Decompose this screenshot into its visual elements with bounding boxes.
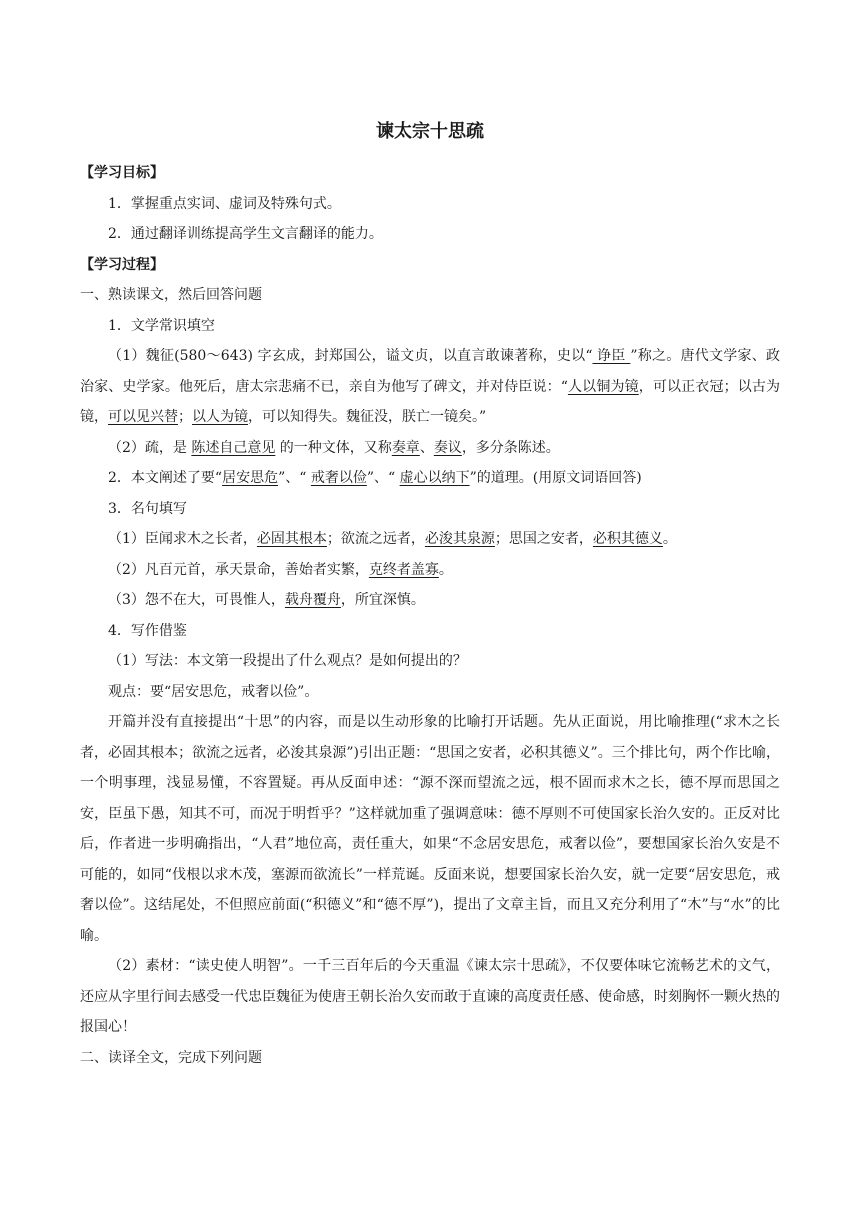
answer-blank: 奏章 bbox=[391, 439, 420, 456]
question-4-line-1: （1）写法：本文第一段提出了什么观点？是如何提出的？ bbox=[108, 653, 467, 669]
analysis-paragraph: 开篇并没有直接提出“十思”的内容，而是以生动形象的比喻打开话题。先从正面说，用比喻推理(“求木之长者，必固其根本；欲流之远者，必浚其泉源”)引出正题：“思国之安者，必积其德义”。三个排比句，两个作比喻，一个明事理，浅显易懂，不容置疑。再从反面申述：“源不深而望流之远，根不固而求木之长，德不厚而思国之安，臣虽下愚，知其不可，而况于明哲乎？”这样就加重了强调意味：德不厚则不可使国家长治久安的。正反对比后，作者进一步明确指出，“人君”地位高，责任重大，如果“不念居安思危，戒奢以俭”，要想国家长治久安是不可能的，如同“伐根以求木茂，塞源而欲流长”一样荒诞。反面来说，想要国家长治久安，就一定要“居安思危，戒奢以俭”。这结尾处，不但照应前面(“积德义”和“德不厚”)，提出了文章主旨，而且又充分利用了“木”与“水”的比喻。 bbox=[80, 714, 780, 944]
answer-blank: 陈述自己意见 bbox=[191, 439, 276, 456]
answer-blank: 可以见兴替 bbox=[108, 409, 178, 425]
answer-blank: 居安思危 bbox=[222, 470, 279, 486]
answer-blank: 必积其德义 bbox=[592, 531, 663, 547]
question-1-paragraph-1: （1）魏征(580～643) 字玄成，封郑国公，谥文贞，以直言敢谏著称，史以“ 诤臣 ”称之。唐代文学家、政治家、史学家。他死后，唐太宗悲痛不已，亲自为他写了碑文，并对侍臣说：“人以铜为镜，可以正衣冠；以古为镜，可以见兴替；以人为镜，可以知得失。魏征没，朕亡一镜矣。” bbox=[80, 348, 781, 425]
question-4-title: 4．写作借鉴 bbox=[108, 622, 187, 639]
part-one-heading: 一、熟读课文，然后回答问题 bbox=[80, 287, 262, 303]
document-body bbox=[80, 158, 780, 1073]
answer-blank: 以人为镜 bbox=[192, 409, 248, 425]
section-heading-goals: 【学习目标】 bbox=[80, 165, 164, 181]
answer-blank: 必固其根本 bbox=[256, 531, 327, 547]
document-title: 谏太宗十思疏 bbox=[376, 121, 484, 142]
part-two-heading: 二、读译全文，完成下列问题 bbox=[80, 1049, 262, 1066]
goal-item: 2．通过翻译训练提高学生文言翻译的能力。 bbox=[108, 226, 383, 242]
question-2: 2．本文阐述了要“居安思危”、“ 戒奢以俭”、“ 虚心以纳下”的道理。(用原文词语回答) bbox=[108, 470, 642, 486]
answer-blank: 虚心以纳下 bbox=[399, 470, 470, 486]
answer-blank: 必浚其泉源 bbox=[424, 531, 495, 547]
question-4-line-2: 观点：要“居安思危，戒奢以俭”。 bbox=[108, 683, 319, 700]
quote-line-1: （1）臣闻求木之长者，必固其根本；欲流之远者，必浚其泉源；思国之安者，必积其德义。 bbox=[108, 531, 677, 547]
answer-blank: 奏议 bbox=[433, 439, 462, 456]
answer-blank: 克终者盖寡 bbox=[368, 561, 439, 578]
question-3-title: 3．名句填写 bbox=[108, 500, 187, 517]
section-heading-process: 【学习过程】 bbox=[80, 256, 164, 273]
quote-line-2: （2）凡百元首，承天景命，善始者实繁，克终者盖寡。 bbox=[108, 561, 453, 578]
answer-blank: 诤臣 bbox=[592, 348, 631, 364]
question-1-paragraph-2: （2）疏，是 陈述自己意见 的一种文体，又称奏章、奏议，多分条陈述。 bbox=[108, 439, 560, 456]
goal-item: 1．掌握重点实词、虚词及特殊句式。 bbox=[108, 195, 341, 212]
question-1-title: 1．文学常识填空 bbox=[108, 317, 215, 334]
answer-blank: 戒奢以俭 bbox=[310, 470, 367, 486]
answer-blank: 载舟覆舟 bbox=[284, 592, 341, 608]
material-paragraph: （2）素材：“读史使人明智”。一千三百年后的今天重温《谏太宗十思疏》，不仅要体味它流畅艺术的文气，还应从字里行间去感受一代忠臣魏征为使唐王朝长治久安而敢于直谏的高度责任感、使命感，时刻胸怀一颗火热的报国心！ bbox=[80, 958, 780, 1035]
quote-line-3: （3）怨不在大，可畏惟人，载舟覆舟，所宜深慎。 bbox=[108, 592, 425, 608]
answer-blank: 人以铜为镜 bbox=[567, 378, 639, 395]
